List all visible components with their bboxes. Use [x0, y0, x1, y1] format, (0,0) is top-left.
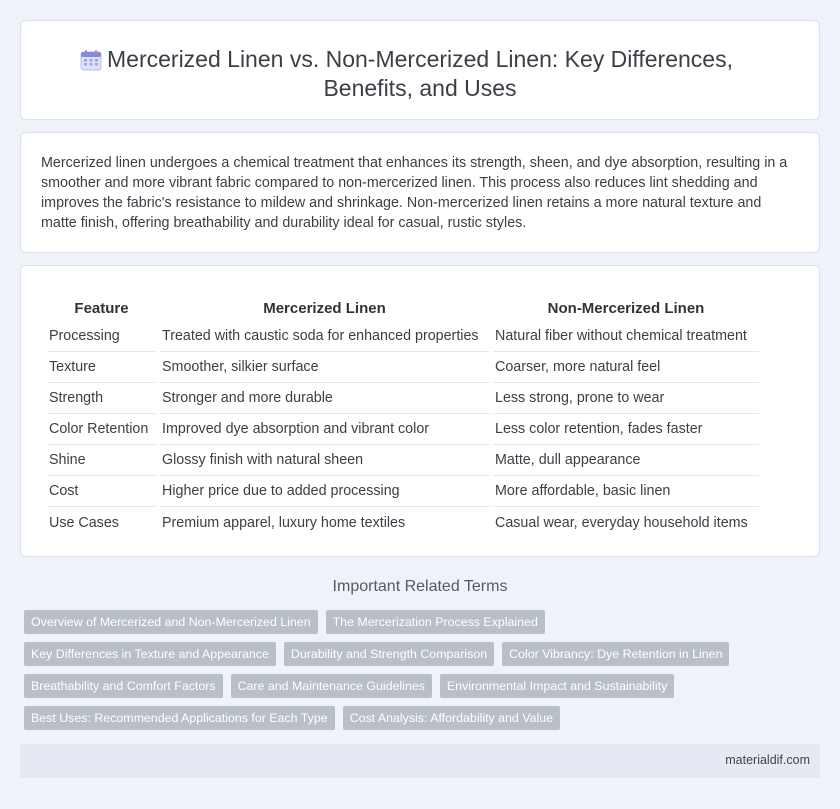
- related-term-tag[interactable]: Color Vibrancy: Dye Retention in Linen: [502, 642, 729, 666]
- mercerized-cell: Higher price due to added processing: [160, 476, 489, 507]
- table-row: [47, 414, 759, 445]
- related-term-tag[interactable]: Overview of Mercerized and Non-Mercerized Linen: [24, 610, 318, 634]
- related-term-tag[interactable]: Environmental Impact and Sustainability: [440, 674, 674, 698]
- mercerized-cell: Premium apparel, luxury home textiles: [162, 514, 406, 531]
- page-title-line-1: Mercerized Linen vs. Non-Mercerized Linen: Key Differences,: [107, 46, 733, 72]
- table-row: [47, 445, 759, 476]
- column-header-mercerized: Mercerized Linen: [263, 300, 386, 317]
- mercerized-cell: Improved dye absorption and vibrant color: [160, 414, 489, 445]
- related-term-tag[interactable]: Durability and Strength Comparison: [284, 642, 494, 666]
- non-mercerized-cell: Less strong, prone to wear: [493, 383, 759, 414]
- related-terms-tags: [24, 610, 804, 730]
- page-title-line-2: Benefits, and Uses: [323, 75, 517, 101]
- feature-cell: Processing: [47, 321, 156, 352]
- table-row: [47, 383, 759, 414]
- non-mercerized-cell: More affordable, basic linen: [493, 476, 759, 507]
- mercerized-cell: Smoother, silkier surface: [160, 352, 489, 383]
- related-term-tag[interactable]: Care and Maintenance Guidelines: [231, 674, 432, 698]
- non-mercerized-cell: Less color retention, fades faster: [493, 414, 759, 445]
- non-mercerized-cell: Coarser, more natural feel: [493, 352, 759, 383]
- related-term-tag[interactable]: Cost Analysis: Affordability and Value: [343, 706, 560, 730]
- feature-cell: Strength: [47, 383, 156, 414]
- feature-cell: Shine: [47, 445, 156, 476]
- table-row: [47, 352, 759, 383]
- related-term-tag[interactable]: Key Differences in Texture and Appearance: [24, 642, 276, 666]
- footer-bar: [20, 744, 820, 778]
- table-row: [47, 507, 759, 538]
- related-term-tag[interactable]: The Mercerization Process Explained: [326, 610, 545, 634]
- intro-paragraph: Mercerized linen undergoes a chemical treatment that enhances its strength, sheen, and dye absorption, resulting in a smoother and more vibrant fabric compared to non-mercerized linen. This process also reduces lint shedding and improves the fabric's resistance to mildew and shrinkage. Non-mercerized linen retains a more natural texture and matte finish, offering breathability and durability ideal for casual, rustic styles.: [41, 155, 788, 231]
- page-title: [21, 45, 819, 103]
- non-mercerized-cell: Casual wear, everyday household items: [495, 514, 748, 531]
- column-header-feature: Feature: [74, 300, 129, 317]
- comparison-table: [43, 296, 763, 538]
- feature-cell: Color Retention: [47, 414, 156, 445]
- mercerized-cell: Treated with caustic soda for enhanced properties: [160, 321, 489, 352]
- related-term-tag[interactable]: Breathability and Comfort Factors: [24, 674, 223, 698]
- comparison-table-card: [20, 265, 820, 557]
- feature-cell: Cost: [47, 476, 156, 507]
- non-mercerized-cell: Matte, dull appearance: [493, 445, 759, 476]
- header-card: [20, 20, 820, 120]
- table-row: [47, 476, 759, 507]
- feature-cell: Texture: [47, 352, 156, 383]
- related-term-tag[interactable]: Best Uses: Recommended Applications for Each Type: [24, 706, 335, 730]
- related-terms-heading: Important Related Terms: [332, 578, 508, 595]
- feature-cell: Use Cases: [49, 514, 119, 531]
- footer-site-link[interactable]: materialdif.com: [725, 753, 810, 767]
- table-row: [47, 321, 759, 352]
- table-header-row: [47, 296, 759, 321]
- intro-card: [20, 132, 820, 253]
- non-mercerized-cell: Natural fiber without chemical treatment: [493, 321, 759, 352]
- mercerized-cell: Stronger and more durable: [160, 383, 489, 414]
- mercerized-cell: Glossy finish with natural sheen: [160, 445, 489, 476]
- column-header-non-mercerized: Non-Mercerized Linen: [547, 300, 705, 317]
